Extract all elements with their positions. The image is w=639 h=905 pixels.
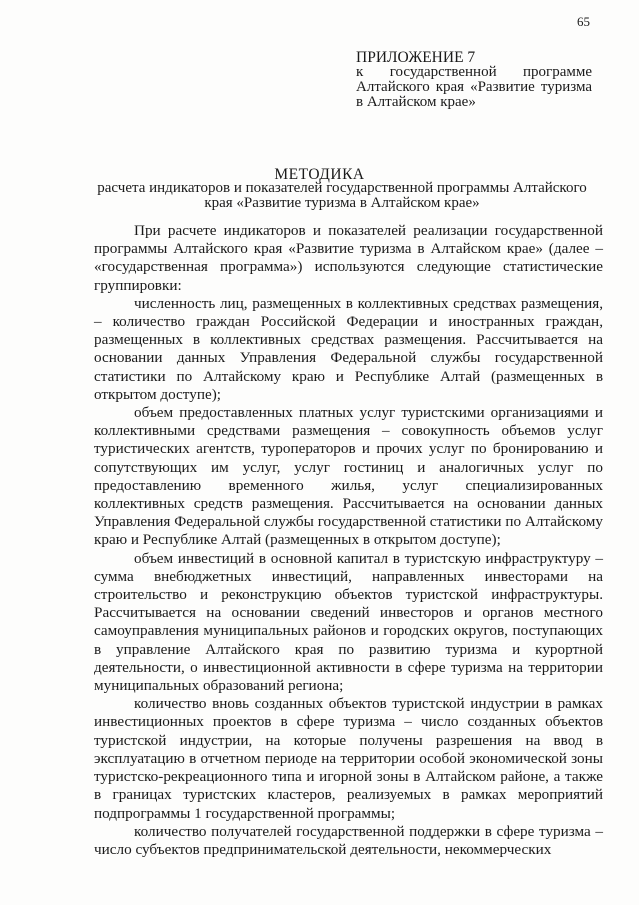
document-subtitle: расчета индикаторов и показателей государственной программы Алтайского края «Развитие туризма в Алтайском крае» (97, 180, 587, 211)
document-body (94, 222, 603, 859)
document-title: МЕТОДИКА (274, 166, 365, 183)
indicator-paragraph: количество вновь созданных объектов туристской индустрии в рамках инвестиционных проектов в сфере туризма – число созданных объектов туристской индустрии, на которые получены разрешения на ввод в эксплуатацию в отчетном периоде на территории особой экономической зоны туристско-рекреационного типа и игорной зоны в Алтайском районе, а также в границах туристских кластеров, реализуемых в рамках мероприятий подпрограммы 1 государственной программы; (94, 695, 603, 822)
page-number: 65 (577, 14, 590, 29)
indicator-paragraph: объем предоставленных платных услуг туристскими организациями и коллективными средствами размещения – совокупность объемов услуг туристических агентств, туроператоров и прочих услуг по бронированию и сопутствующих им услуг, услуг гостиниц и аналогичных услуг по предоставлению временного жилья, услуг специализированных коллективных средств размещения. Рассчитывается на основании данных Управления Федеральной службы государственной статистики по Алтайскому краю и Республике Алтай (размещенных в открытом доступе); (94, 404, 603, 549)
indicator-paragraph: количество получателей государственной поддержки в сфере туризма – число субъектов предпринимательской деятельности, некоммерческих (94, 822, 603, 858)
appendix-title: ПРИЛОЖЕНИЕ 7 (356, 49, 476, 66)
indicator-paragraph: численность лиц, размещенных в коллективных средствах размещения, – количество граждан Российской Федерации и иностранных граждан, размещенных в коллективных средствах размещения. Рассчитывается на основании данных Управления Федеральной службы государственной статистики по Алтайскому краю и Республике Алтай (размещенных в открытом доступе); (94, 294, 603, 403)
indicator-paragraph: объем инвестиций в основной капитал в туристскую инфраструктуру – сумма внебюджетных инвестиций, направленных инвесторами на строительство и реконструкцию объектов туристской инфраструктуры. Рассчитывается на основании сведений инвесторов и органов местного самоуправления муниципальных районов и городских округов, поступающих в управление Алтайского края по развитию туризма и курортной деятельности, о инвестиционной активности в сфере туризма на территории муниципальных образований региона; (94, 549, 603, 695)
appendix-subtitle: к государственной программе Алтайского края «Развитие туризма в Алтайском крае» (356, 64, 592, 110)
appendix-header (356, 50, 592, 110)
intro-paragraph: При расчете индикаторов и показателей реализации государственной программы Алтайского края «Развитие туризма в Алтайском крае» (далее – «государственная программа») используются следующие статистические группировки: (94, 222, 603, 294)
